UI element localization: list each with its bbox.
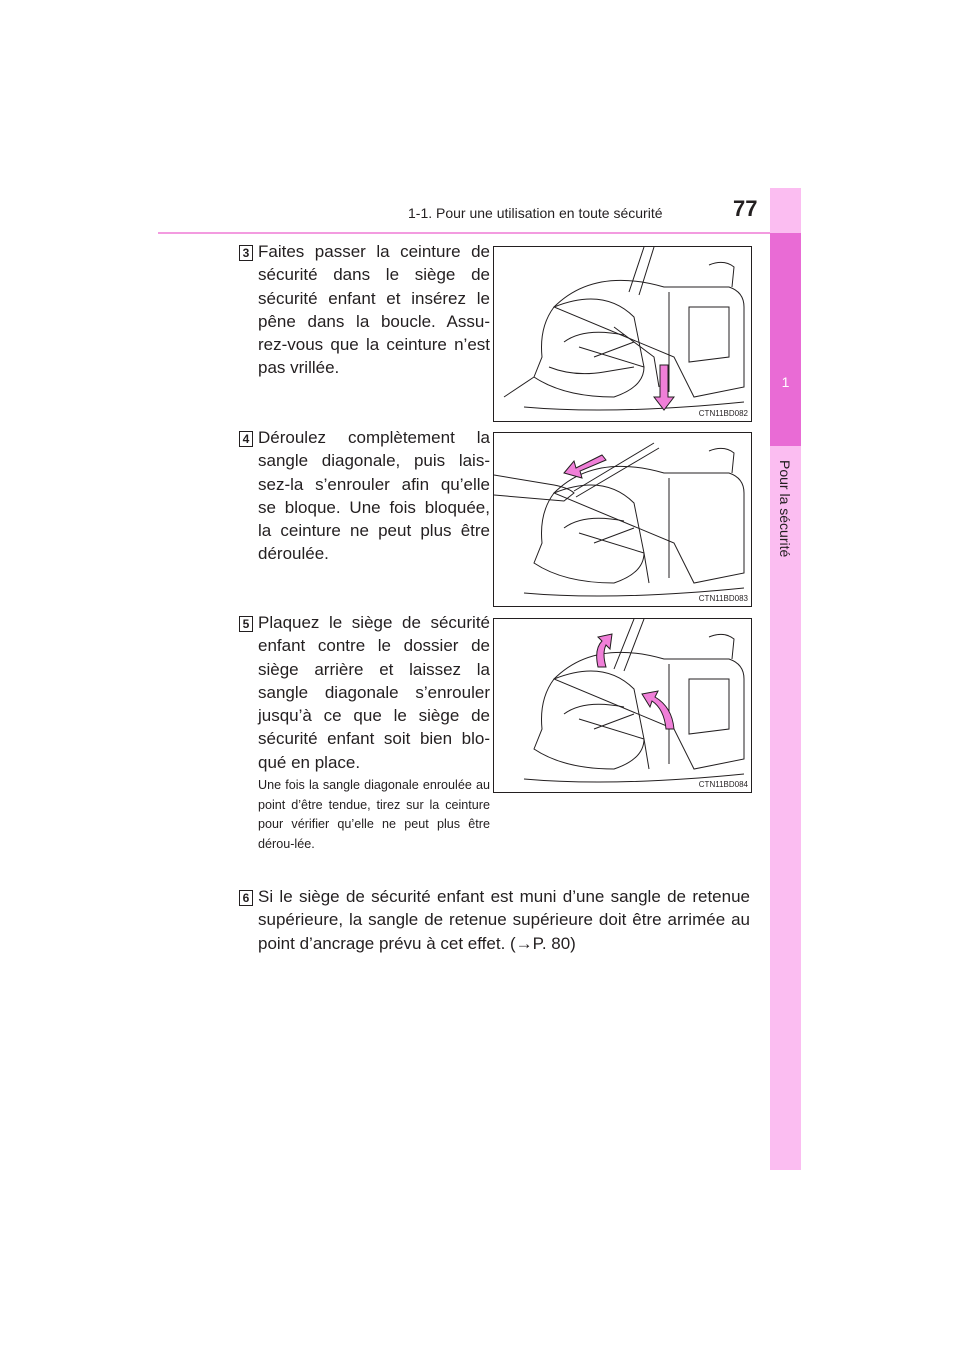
step-number-badge: 3 — [239, 245, 253, 261]
header-rule — [158, 232, 770, 234]
figure-code: CTN11BD083 — [698, 594, 748, 603]
step-text: Déroulez complètement la sangle diagonale, puis lais-sez-la s’enrouler afin qu’elle se bloque. Une fois bloquée, la ceinture ne peut plus être déroulée. — [258, 428, 490, 564]
step-number-badge: 6 — [239, 890, 253, 906]
running-header: 1-1. Pour une utilisation en toute sécurité — [408, 205, 663, 221]
figure-seat-buckle — [493, 246, 752, 422]
step-number-badge: 5 — [239, 616, 253, 632]
figure-code: CTN11BD082 — [698, 409, 748, 418]
chapter-title: Pour la sécurité — [777, 460, 793, 558]
step-text: Si le siège de sécurité enfant est muni d’une sangle de retenue supérieure, la sangle de retenue supérieure doit être arrimée au point d’ancrage prévu à cet effet. (→P. 80) — [258, 887, 750, 953]
step-note: Une fois la sangle diagonale enroulée au point d’être tendue, tirez sur la ceinture pour vérifier qu’elle ne peut plus être dérou-lée. — [258, 778, 490, 851]
chapter-side-tab-marker — [770, 233, 801, 446]
page-number: 77 — [733, 196, 758, 221]
figure-code: CTN11BD084 — [698, 780, 748, 789]
step-number-badge: 4 — [239, 431, 253, 447]
step-text: Plaquez le siège de sécurité enfant contre le dossier de siège arrière et laissez la sangle diagonale s’enrouler jusqu’à ce que le siège de sécurité enfant soit bien blo-qué en place. — [258, 613, 490, 772]
step-text: Faites passer la ceinture de sécurité dans le siège de sécurité enfant et insérez le pêne dans la boucle. Assu-rez-vous que la ceinture n’est pas vrillée. — [258, 242, 490, 378]
chapter-number: 1 — [781, 374, 790, 390]
figure-belt-unwind — [493, 432, 752, 607]
figure-seat-locked — [493, 618, 752, 793]
